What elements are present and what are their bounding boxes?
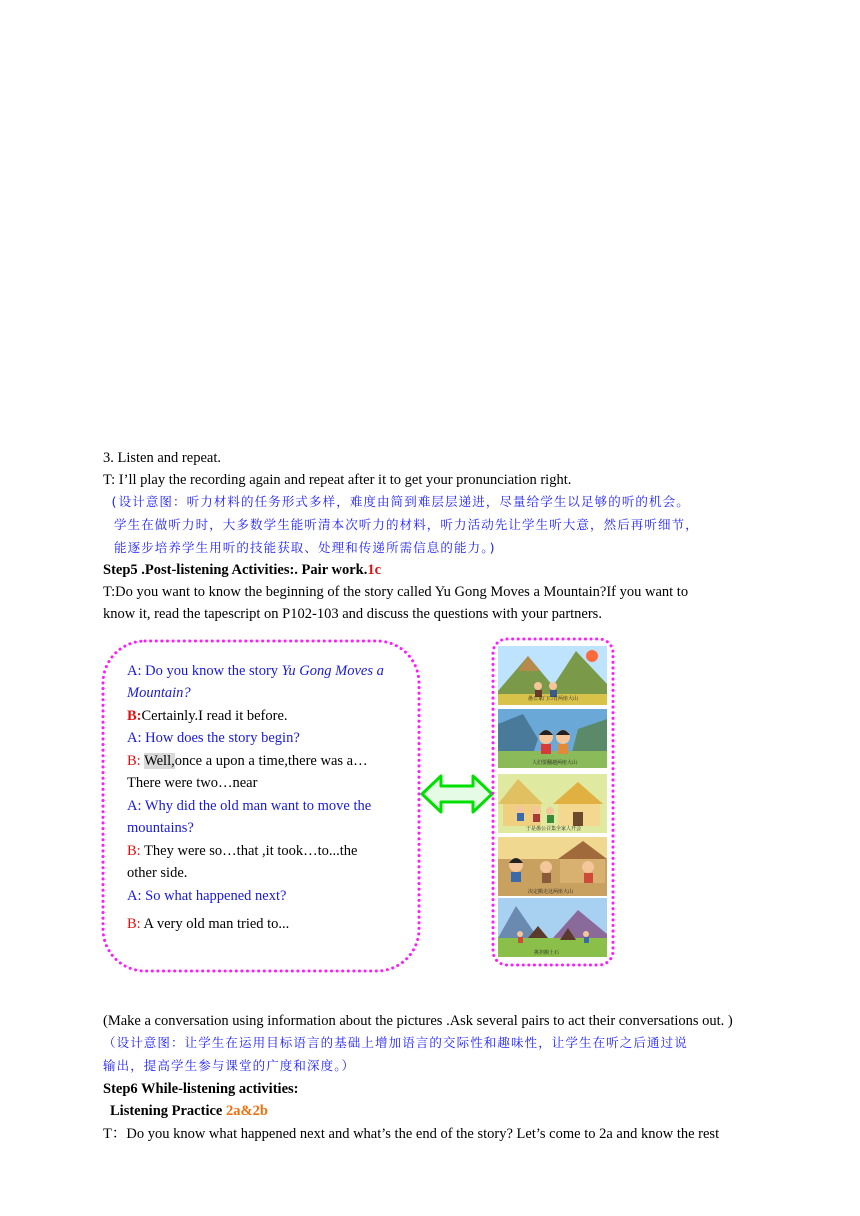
story-picture-2 [498, 709, 607, 768]
design-intent-2-line-1: （设计意图：让学生在运用目标语言的基础上增加语言的交际性和趣味性，让学生在听之后通过说 [103, 1035, 688, 1050]
dialogue-a3: A: Why did the old man want to move the [127, 798, 372, 814]
dialogue-b3-cont: other side. [127, 865, 188, 881]
listening-practice-heading [110, 1102, 268, 1120]
dialogue-b3 [127, 842, 358, 860]
step6-heading: Step6 While-listening activities: [103, 1081, 299, 1097]
dialogue-a3-cont: mountains? [127, 820, 194, 836]
teacher-line-recording: T: I’ll play the recording again and repeat after it to get your pronunciation right. [103, 472, 572, 488]
listening-practice-code: 2a&2b [225, 1103, 268, 1119]
step5-teacher-line-1: T:Do you want to know the beginning of the story called Yu Gong Moves a Mountain?If you want to [103, 584, 689, 600]
dialogue-a1-prefix: A: Do you know the story [127, 663, 282, 679]
dialogue-b3-text: They were so…that ,it took…to...the [140, 843, 358, 859]
speaker-b-label: B: [127, 843, 141, 859]
picture-5-caption: 挑担搬土石 [534, 950, 560, 956]
step5-heading [103, 561, 381, 579]
picture-3-caption: 于是愚公召集全家人开会 [526, 826, 582, 832]
story-picture-4 [498, 837, 607, 896]
dialogue-a1 [127, 662, 384, 680]
dialogue-b1 [127, 707, 288, 725]
design-intent-line-2: 学生在做听力时，大多数学生能听清本次听力的材料，听力活动先让学生听大意，然后再听细节， [114, 517, 699, 532]
dialogue-a1-title: Yu Gong Moves a [281, 663, 384, 679]
design-intent-2-line-2: 输出，提高学生参与课堂的广度和深度。） [103, 1058, 356, 1073]
double-arrow-icon [420, 773, 495, 815]
conversation-instruction: (Make a conversation using information about the pictures .Ask several pairs to act their conversations out. ) [103, 1013, 733, 1029]
design-intent-line-3: 能逐步培养学生用听的技能获取、处理和传递所需信息的能力。) [114, 540, 498, 555]
picture-2-caption: 人们要翻越两座大山 [532, 760, 578, 766]
dialogue-b4-text: A very old man tried to... [140, 916, 290, 932]
step-heading-listen-repeat: 3. Listen and repeat. [103, 450, 221, 466]
dialogue-b1-text: Certainly.I read it before. [141, 708, 288, 724]
dialogue-a1-title-cont: Mountain? [127, 685, 191, 701]
speaker-b-label: B: [127, 708, 142, 724]
story-picture-1 [498, 646, 607, 705]
dialogue-a4: A: So what happened next? [127, 888, 287, 904]
dialogue-b2-highlight: Well, [144, 753, 175, 769]
dialogue-b4 [127, 915, 289, 933]
picture-1-caption: 愚公家门口有两座大山 [528, 696, 579, 702]
dialogue-a2: A: How does the story begin? [127, 730, 300, 746]
story-picture-3 [498, 774, 607, 833]
dialogue-b2 [127, 752, 368, 770]
speaker-b-label: B: [127, 916, 141, 932]
dialogue-b2-text: once a upon a time,there was a… [174, 753, 368, 769]
step5-code: 1c [367, 562, 382, 578]
dialogue-b2-cont: There were two…near [127, 775, 258, 791]
step5-teacher-line-2: know it, read the tapescript on P102-103 and discuss the questions with your partners. [103, 606, 602, 622]
step5-title: Step5 .Post-listening Activities:. Pair work. [103, 562, 368, 578]
listening-practice-label: Listening Practice [110, 1103, 226, 1119]
step6-teacher-line: T：Do you know what happened next and what’s the end of the story? Let’s come to 2a and know the rest [103, 1126, 720, 1142]
speaker-b-label: B: [127, 753, 141, 769]
dialogue-a1-cont [127, 684, 191, 702]
design-intent-line-1: (设计意图：听力材料的任务形式多样，难度由简到难层层递进，尽量给学生以足够的听的机会。 [110, 494, 690, 509]
picture-4-caption: 决定搬走这两座大山 [528, 889, 574, 895]
story-picture-5 [498, 898, 607, 957]
